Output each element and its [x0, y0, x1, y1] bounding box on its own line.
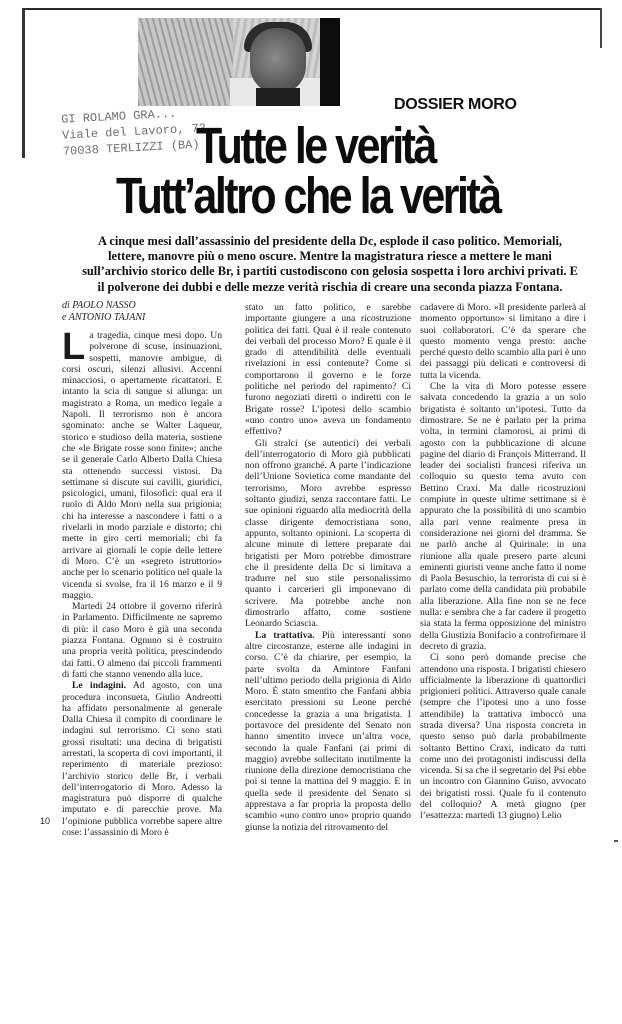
scan-edge [22, 8, 25, 158]
author-1: di PAOLO NASSO [62, 300, 136, 311]
article-column-2 [245, 302, 411, 833]
paragraph: Gli stralci (se autentici) dei verbali dell’interrogatorio di Moro già pubblicati non offrono granché. A parte l’indicazione dell’Unione Sovietica come mandante del terrorismo, Moro avrebbe espresso soltanto giudizi, senza raccontare fatti. Le sue opinioni riguardo alla mediocrità della classe dirigente democristiana sono, appunto, soltanto opinioni. La scoperta di alcune minute di lettere preparate dai brigatisti per Moro potrebbe dimostrare che il presidente della Dc si limitava a tradurre nel suo stile personalissimo quanto i carcerieri gli imponevano di scrivere. Ma potrebbe anche non dimostrarlo affatto, come sostiene Leonardo Sciascia. [245, 437, 411, 630]
section-label: DOSSIER MORO [394, 96, 517, 113]
article-column-1 [62, 326, 222, 839]
paragraph: Ci sono però domande precise che attendono una risposta. I brigatisti chiesero ufficialmente la liberazione di quattordici prigionieri politici. Attraverso quale canale (sempre che l’ipotesi uno a uno fosse attendibile) la trattativa imboccò una strada diversa? Una risposta concreta in questo senso può darla probabilmente soltanto Bettino Craxi, indicato da tutti come uno dei protagonisti indiscussi della vicenda. Si sa che il segretario del Psi ebbe un incontro con Giannino Guiso, avvocato dei brigatisti rossi. Quale fu il contenuto del colloquio? A metà giugno (per l’esattezza: martedì 13 giugno) Lelio [420, 652, 586, 822]
author-2: e ANTONIO TAJANI [62, 312, 146, 323]
library-stamp [61, 104, 207, 159]
portrait-photo [138, 18, 320, 106]
paragraph: cadavere di Moro. «Il presidente parlerà al momento opportuno» si limitano a dire i suoi collaboratori. C’è da sperare che questo momento venga presto: anche perché questo dello scambio alla pari è uno dei passaggi più delicati e controversi di tutta la vicenda. [420, 302, 586, 381]
paragraph: stato un fatto politico, e sarebbe importante giungere a una ricostruzione politica dei fatti. Qual è il reale contenuto dei verbali del processo Moro? E quale è il grado di attendibilità delle eventuali rivelazioni in essi contenute? Come si comportarono il governo e le forze politiche nel periodo del rapimento? Ci furono negoziati diretti o indiretti con le Brigate rosse? L’ipotesi dello scambio «uno contro uno» aveva un fondamento effettivo? [245, 302, 411, 438]
paragraph: Che la vita di Moro potesse essere salvata concedendo la grazia a un solo brigatista è soltanto un’ipotesi. Tutto da dimostrare. Se ne è parlato per la prima volta, in termini clamorosi, ai primi di agosto con la pubblicazione di alcune pagine del diario di François Mitterrand. Il leader dei socialisti francesi riferiva un colloquio su questo tema avuto con Bettino Craxi. Ma dalle ricostruzioni compiute in queste ultime settimane si è appurato che la possibilità di uno scambio alla pari venne realmente presa in considerazione nei giorni del dramma. Se ne parlò anche al Quirinale: in una riunione alla quale presero parte alcuni eminenti giuristi venne anche fatto il nome di Paola Besuschio, la terrorista di cui si è parlato come della candidata più probabile alla liberazione. Alla fine non se ne fece nulla: e sembra che a far cadere il progetto sia stata la ferma opposizione del ministro della Giustizia Bonifacio a controfirmare il decreto di grazia. [420, 381, 586, 652]
drop-cap: L [62, 326, 86, 368]
scan-mark [614, 840, 618, 842]
scan-edge [22, 8, 602, 10]
stamp-line: Viale del Lavoro, 72 [61, 121, 207, 143]
paragraph: La trattativa. Più interessanti sono altre circostanze, esterne alle indagini in corso. C’è da chiarire, per esempio, la parte svolta da Amintore Fanfani nell’ultimo periodo della prigionia di Aldo Moro. È stato smentito che Fanfani abbia esercitato pressioni su Leone perché concedesse la grazia a una brigatista. I portavoce del presidente del Senato non hanno smentito invece un’altra voce, secondo la quale Fanfani (ai primi di maggio) avrebbe sollecitato inutilmente la riunione della direzione democristiana che poi si tenne la mattina del 9 maggio. E in quella sede il presidente del Senato si apprestava a far propria la proposta dello scambio «uno contro uno» proprio quando giunse la notizia del ritrovamento del [245, 629, 412, 833]
byline [62, 300, 145, 324]
subhead: La trattativa. [255, 629, 315, 641]
headline-line-1: Tutte le verità [196, 118, 435, 175]
subhead: Le indagini. [72, 680, 127, 692]
paragraph: Le indagini. Ad agosto, con una procedura inconsueta, Giulio Andreotti ha affidato personalmente al generale Dalla Chiesa il compito di coordinare le indagini sul terrorismo. Ci sono stati grossi risultati: una decina di brigatisti arrestati, la scoperta di covi importanti, il reperimento di materiale prezioso: l’archivio storico delle Br, i verbali dell’interrogatorio di Moro. Adesso la magistratura può disporre di qualche imputato e di parecchie prove. Ma l’opinione pubblica vorrebbe sapere altre cose: l’assassinio di Moro è [62, 680, 222, 839]
paragraph: Martedì 24 ottobre il governo riferirà in Parlamento. Difficilmente ne sapremo di più: il caso Moro è già una seconda piazza Fontana. Ognuno si è costruito una propria verità politica, prescindendo dai fatti. O almeno dai piccoli frammenti di fatti che stanno venendo alla luce. [62, 601, 222, 680]
photo-border [320, 18, 340, 106]
page-number: 10 [40, 816, 51, 826]
article-column-3 [420, 302, 586, 822]
stamp-line: 70038 TERLIZZI (BA) [62, 137, 200, 159]
article-deck: A cinque mesi dall’assassinio del presidente della Dc, esplode il caso politico. Memoriali, lettere, manovre più o meno oscure. Mentre la magistratura riesce a mettere le mani sull’archivio storico delle Br, i partiti custodiscono con gelosia sospetta i loro archivi privati. E il polverone dei dubbi e delle mezze verità rischia di creare una seconda piazza Fontana. [82, 234, 578, 294]
scan-edge [600, 8, 602, 48]
paragraph: La tragedia, cinque mesi dopo. Un polverone di scuse, insinuazioni, sospetti, manovre ambigue, di corsi oscuri, silenzi allusivi. Accenni minacciosi, o apertamente ricattatori. E intanto la scia di sangue si allunga: un magistrato a Roma, un medico legale a Napoli. Il terrorismo non è ancora sgominato: anche se Walter Laqueur, storico e studioso della materia, sostiene che «le Brigate rosse sono finite»; anche se il generale Carlo Alberto Dalla Chiesa sta ottenendo successi vistosi. Da settimane si discute sui cavilli, giuridici, psicologici, umani, filosofici: qual era il ruolo di Aldo Moro nella sua prigionia; chi ha interesse a nascondere i fatti o a rivelarli in modo parziale e distorto; chi mette in giro certi memoriali; chi fa arrivare ai giornali le copie delle lettere di Moro. C’è un «segreto istruttorio» anche per lo scenario politico nel quale la vicenda si svolse, fra il 16 marzo e il 9 maggio. [62, 326, 222, 601]
headline-line-2: Tutt’altro che la verità [116, 168, 500, 225]
stamp-line: GI ROLAMO GRA... [60, 106, 177, 127]
